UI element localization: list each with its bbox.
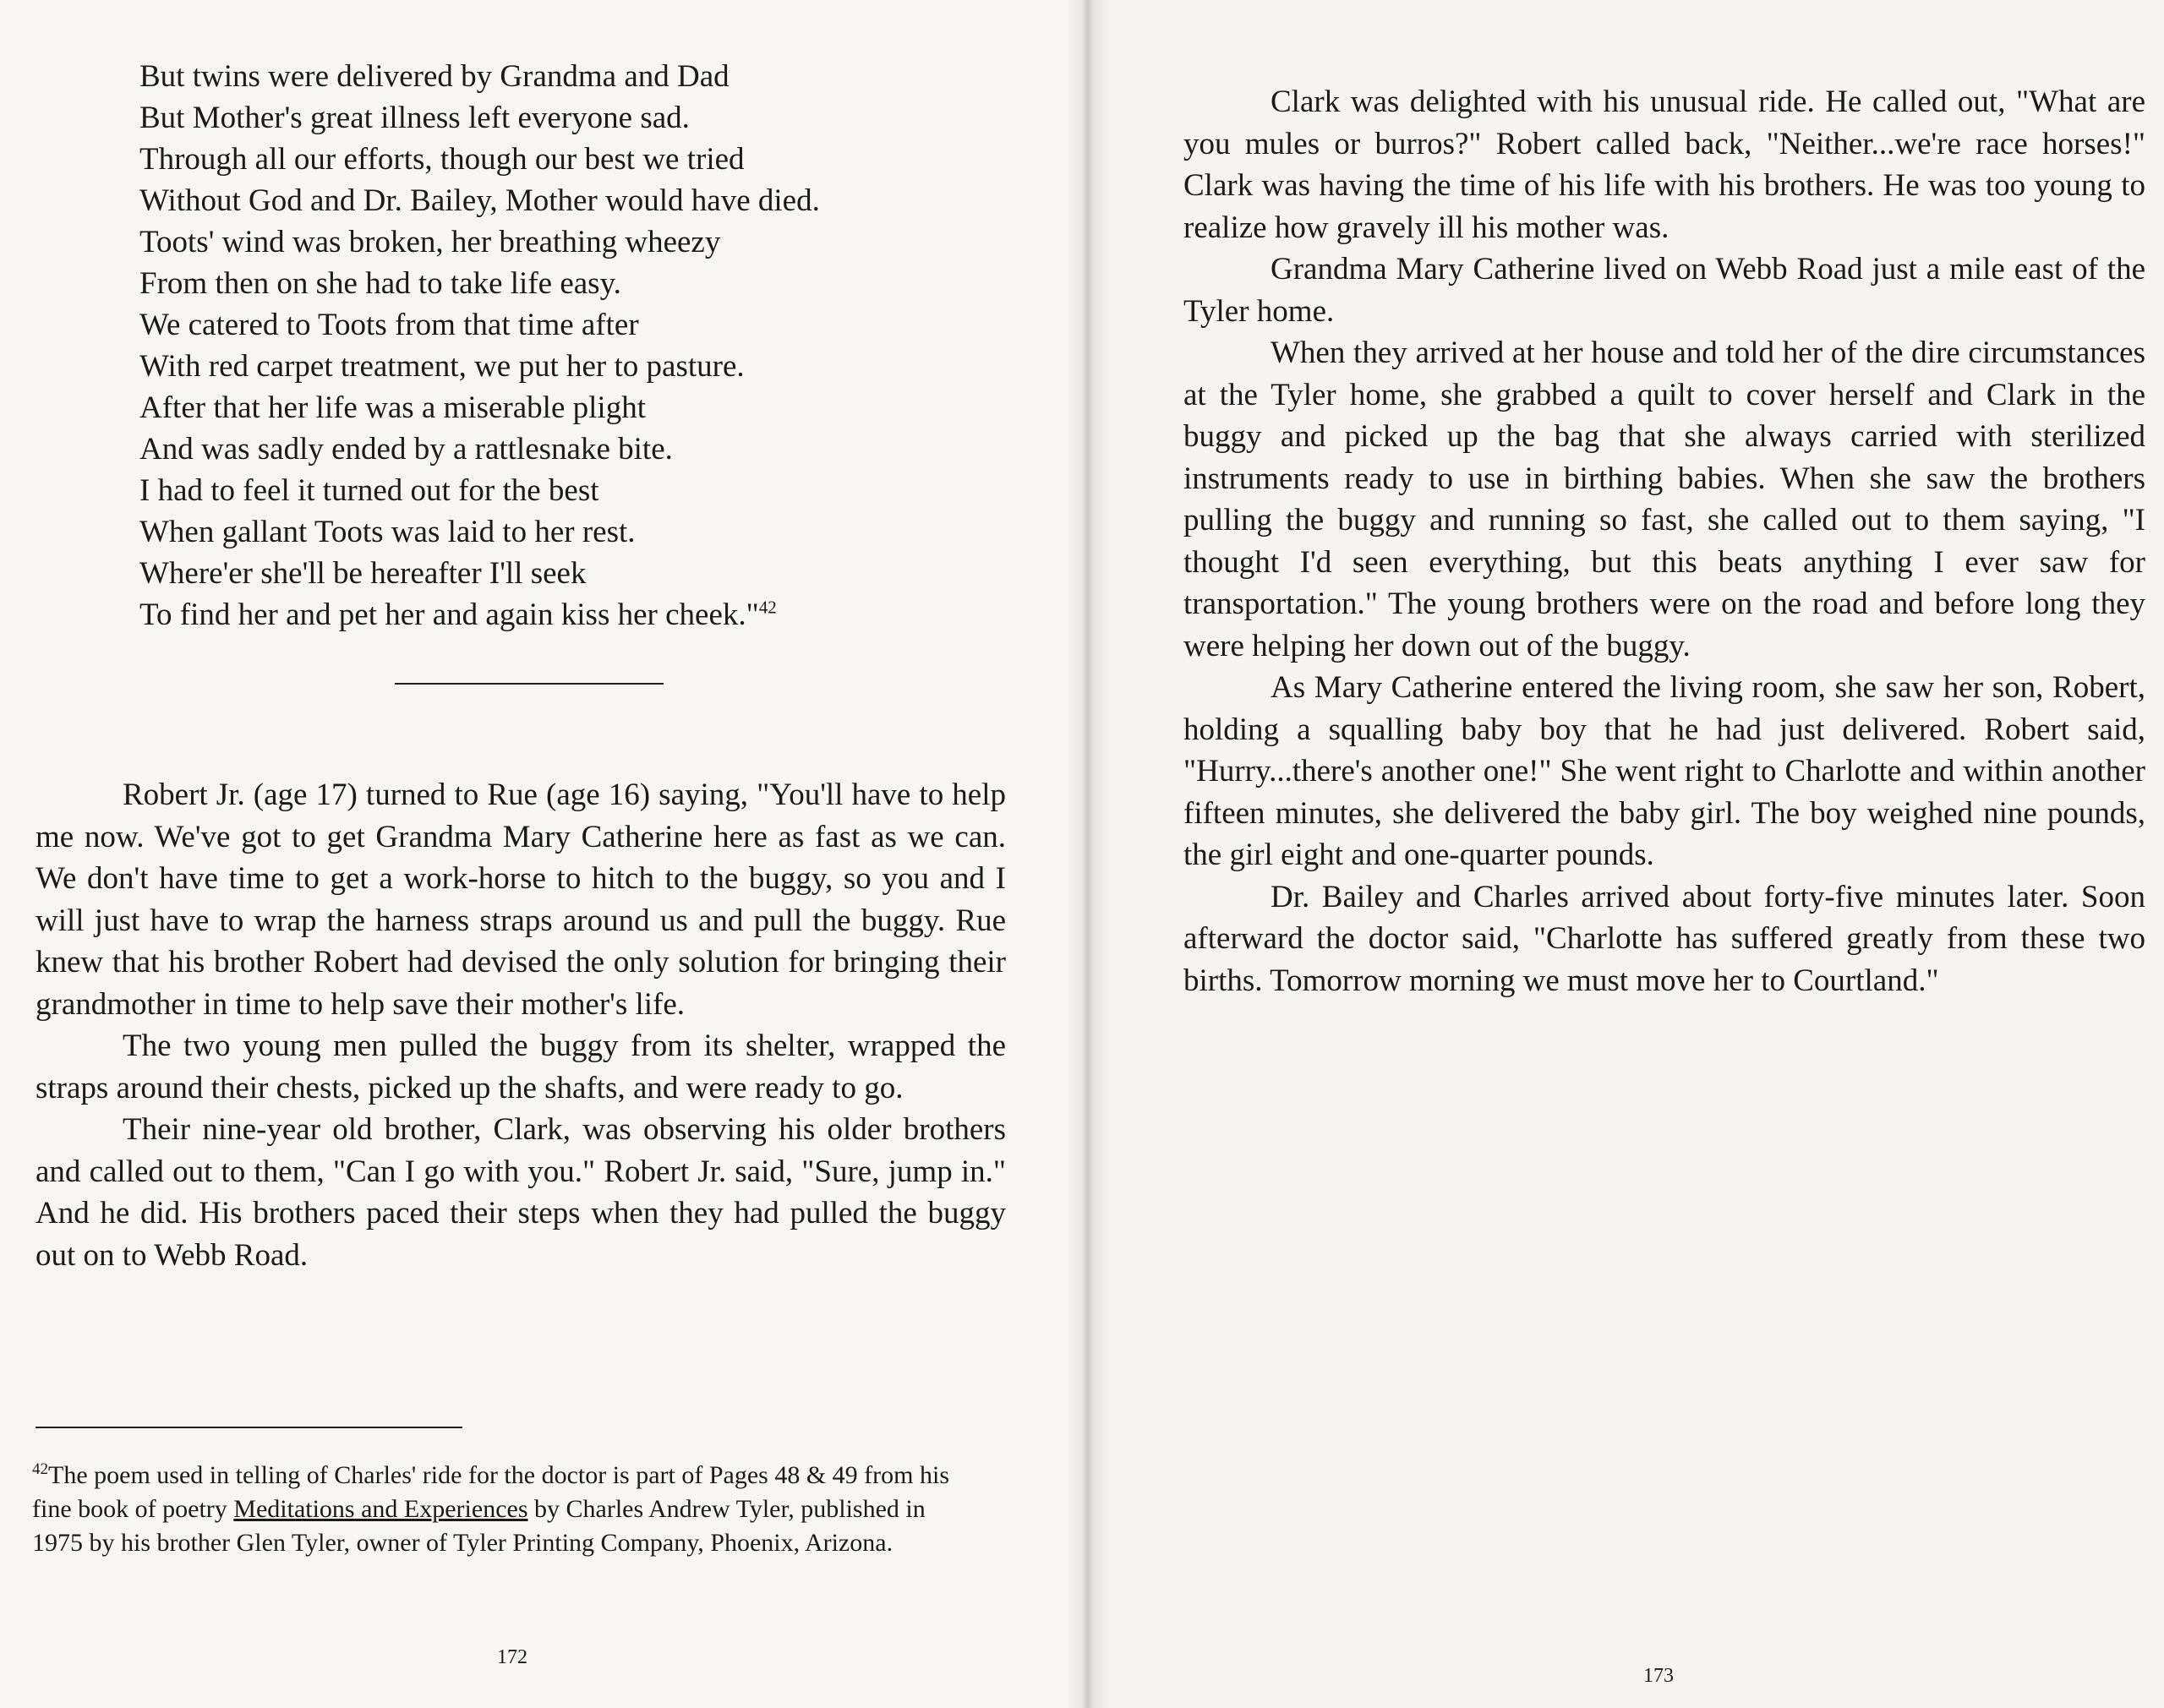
page-number: 172 xyxy=(497,1646,527,1668)
poem xyxy=(139,56,951,636)
poem-line: Toots' wind was broken, her breathing wheezy xyxy=(139,225,721,259)
poem-line: Through all our efforts, though our best we tried xyxy=(139,142,745,177)
poem-line: With red carpet treatment, we put her to pasture. xyxy=(139,349,745,384)
right-page-body xyxy=(1183,81,2145,1001)
footnote-number: 42 xyxy=(32,1460,48,1478)
poem-line: We catered to Toots from that time after xyxy=(139,308,639,342)
book-title: Meditations and Experiences xyxy=(233,1495,528,1523)
paragraph: Their nine-year old brother, Clark, was observing his older brothers and called out to them, "Can I go with you." Robert Jr. said, "Sure, jump in." And he did. His brothers paced their steps when they had pulled the buggy out on to Webb Road. xyxy=(36,1112,1006,1273)
poem-line-text: To find her and pet her and again kiss her cheek." xyxy=(139,598,759,632)
left-page-body xyxy=(36,774,1006,1276)
page-number: 173 xyxy=(1643,1665,1674,1687)
footnote-reference: 42 xyxy=(758,597,777,618)
poem-line: I had to feel it turned out for the best xyxy=(139,473,599,508)
poem-line: Where'er she'll be hereafter I'll seek xyxy=(139,556,587,591)
footnote-rule xyxy=(36,1427,462,1428)
footnote xyxy=(32,1459,970,1560)
paragraph: The two young men pulled the buggy from its shelter, wrapped the straps around their chests, picked up the shafts, and were ready to go. xyxy=(36,1029,1006,1105)
poem-line: When gallant Toots was laid to her rest. xyxy=(139,515,636,549)
footnote-text-end: by Charles Andrew Tyler, published in 1975 by his brother Glen Tyler, owner of Tyler Printing Company, Phoenix, Arizona. xyxy=(32,1495,926,1557)
footnote-text: The poem used in telling of Charles' ride for the doctor is part of Pages 48 & 49 from his fine book of poetry xyxy=(32,1461,950,1523)
paragraph: When they arrived at her house and told her of the dire circumstances at the Tyler home, she grabbed a quilt to cover herself and Clark in the buggy and picked up the bag that she always carried with sterilized instruments ready to use in birthing babies. When she saw the brothers pulling the buggy and running so fast, she called out to them saying, "I thought I'd seen everything, but this beats anything I ever saw for transportation." The young brothers were on the road and before long they were helping her down out of the buggy. xyxy=(1183,336,2145,663)
poem-line: And was sadly ended by a rattlesnake bite. xyxy=(139,432,673,467)
poem-line: From then on she had to take life easy. xyxy=(139,266,621,301)
paragraph: As Mary Catherine entered the living room, she saw her son, Robert, holding a squalling baby boy that he had just delivered. Robert said, "Hurry...there's another one!" She went right to Charlotte and within another fifteen minutes, she delivered the baby girl. The boy weighed nine pounds, the girl eight and one-quarter pounds. xyxy=(1183,670,2145,872)
poem-line: But twins were delivered by Grandma and Dad xyxy=(139,59,730,94)
poem-line: But Mother's great illness left everyone sad. xyxy=(139,101,690,135)
paragraph: Robert Jr. (age 17) turned to Rue (age 16) saying, "You'll have to help me now. We've got to get Grandma Mary Catherine here as fast as we can. We don't have time to get a work-horse to hitch to the buggy, so you and I will just have to wrap the harness straps around us and pull the buggy. Rue knew that his brother Robert had devised the only solution for bringing their grandmother in time to help save their mother's life. xyxy=(36,778,1006,1022)
section-divider xyxy=(395,683,664,685)
poem-line: After that her life was a miserable plight xyxy=(139,390,646,425)
poem-line-last xyxy=(139,594,951,636)
poem-line: Without God and Dr. Bailey, Mother would have died. xyxy=(139,183,820,218)
paragraph: Grandma Mary Catherine lived on Webb Road just a mile east of the Tyler home. xyxy=(1183,252,2145,329)
paragraph: Dr. Bailey and Charles arrived about forty-five minutes later. Soon afterward the doctor said, "Charlotte has suffered greatly from these two births. Tomorrow morning we must move her to Courtland." xyxy=(1183,879,2145,998)
book-gutter xyxy=(1067,0,1109,1708)
paragraph: Clark was delighted with his unusual ride. He called out, "What are you mules or burros?" Robert called back, "Neither...we're race horses!" Clark was having the time of his life with his brothers. He was too young to realize how gravely ill his mother was. xyxy=(1183,85,2145,245)
